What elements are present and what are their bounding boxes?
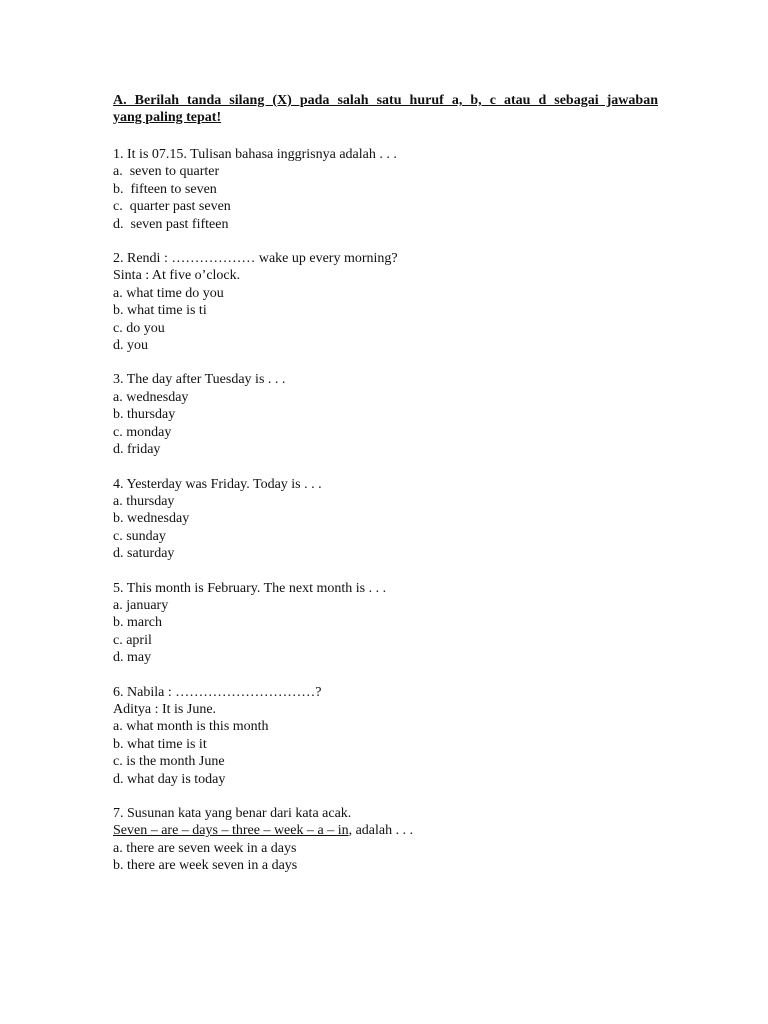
question-stem: 5. This month is February. The next month is . . . <box>113 580 387 596</box>
option-a: a. what month is this month <box>113 719 269 735</box>
option-c: c. monday <box>113 424 172 440</box>
section-a-instruction <box>113 92 658 126</box>
question-stem: 1. It is 07.15. Tulisan bahasa inggrisnya adalah . . . <box>113 147 397 162</box>
option-a: a. wednesday <box>113 389 189 405</box>
option-a: a. there are seven week in a days <box>113 840 297 856</box>
question-stem: 4. Yesterday was Friday. Today is . . . <box>113 476 322 492</box>
option-b: b. what time is it <box>113 736 207 752</box>
scrambled-words-line <box>113 822 658 839</box>
instruction-line-2: yang paling tepat! <box>113 110 222 125</box>
option-c: c. sunday <box>113 528 166 544</box>
option-b: b. there are week seven in a days <box>113 858 298 874</box>
option-a: a. thursday <box>113 493 175 509</box>
option-d: d. friday <box>113 442 161 458</box>
scrambled-words: Seven – are – days – three – week – a – in <box>113 823 349 839</box>
worksheet-page <box>113 92 658 892</box>
option-c: c. quarter past seven <box>113 199 231 215</box>
instruction-line-1: A. Berilah tanda silang (X) pada salah satu huruf a, b, c atau d sebagai jawaban <box>113 93 658 108</box>
question-7 <box>113 805 658 875</box>
option-b: b. what time is ti <box>113 303 207 319</box>
option-d: d. saturday <box>113 546 175 562</box>
question-stem: 6. Nabila : …………………………? <box>113 684 322 700</box>
option-c: c. is the month June <box>113 754 225 770</box>
option-b: b. wednesday <box>113 511 190 527</box>
option-d: d. may <box>113 650 152 666</box>
question-dialogue-line: Aditya : It is June. <box>113 701 217 717</box>
option-d: d. what day is today <box>113 771 226 787</box>
question-2 <box>113 250 658 354</box>
option-d: d. you <box>113 338 148 354</box>
question-6 <box>113 684 658 788</box>
question-dialogue-line: Sinta : At five o’clock. <box>113 268 241 284</box>
scrambled-words-suffix: , adalah . . . <box>348 823 414 839</box>
option-a: a. january <box>113 597 169 613</box>
option-b: b. march <box>113 615 162 631</box>
option-c: c. do you <box>113 320 165 336</box>
question-stem: 7. Susunan kata yang benar dari kata acak. <box>113 806 352 821</box>
question-stem: 2. Rendi : ……………… wake up every morning? <box>113 251 398 267</box>
option-b: b. fifteen to seven <box>113 181 217 197</box>
option-a: a. what time do you <box>113 285 224 301</box>
question-3 <box>113 371 658 458</box>
question-5 <box>113 580 658 667</box>
option-d: d. seven past fifteen <box>113 216 229 232</box>
question-1 <box>113 146 658 233</box>
option-c: c. april <box>113 632 152 648</box>
question-stem: 3. The day after Tuesday is . . . <box>113 372 286 388</box>
question-4 <box>113 476 658 563</box>
option-a: a. seven to quarter <box>113 164 220 180</box>
option-b: b. thursday <box>113 407 176 423</box>
